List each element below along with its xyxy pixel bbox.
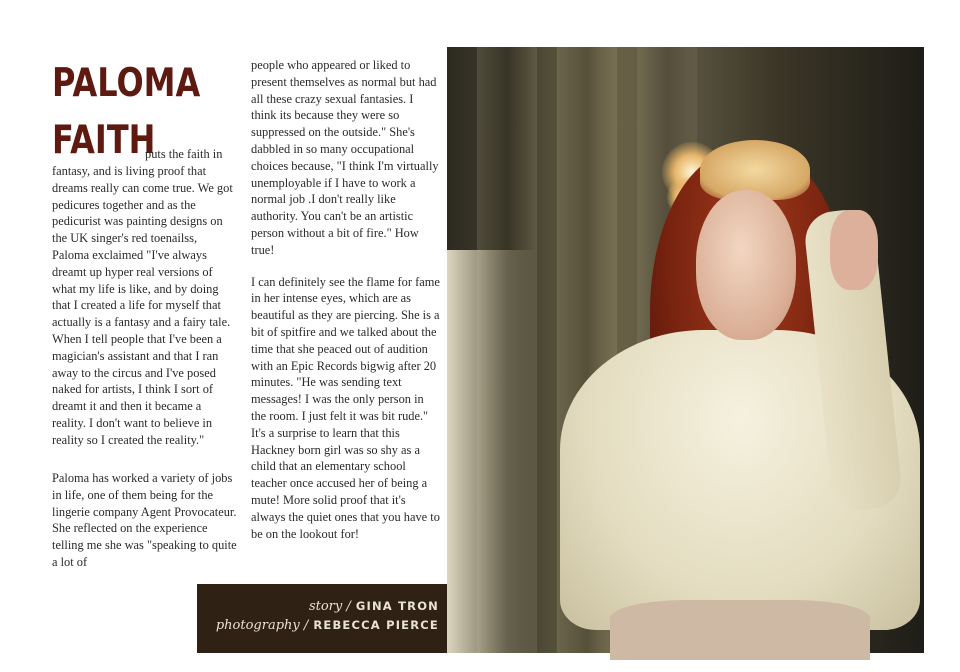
credit-photo-name: REBECCA PIERCE [313,618,439,632]
portrait-hand [830,210,878,290]
credit-photo-role: photography / [215,618,309,633]
article-title-line2: FAITH [52,118,156,163]
portrait-face [696,190,796,340]
article-title-line1: PALOMA [52,61,201,106]
portrait-foreground-shoulder [447,250,537,653]
credit-story-role: story / [308,599,351,614]
portrait-skirt [610,600,870,660]
column-2-paragraph-1: people who appeared or liked to present themselves as normal but had all these crazy sexual fantasies. I think its because they were so suppressed on the outside." She's dabbled in so many occupational choices because, "I think I'm virtually unemployable if I have to work a normal job .I don't really like authority. You can't be an artistic person without a bit of fire." How true! [251,58,439,257]
credits-box [197,584,447,653]
column-1-paragraph-1: fantasy, and is living proof that dreams really can come true. We got pedicures together and as the pedicurist was painting designs on the UK singer's red toenailss, Paloma exclaimed "I've always dreamt up hyper real versions of what my life is like, and by doing that I created a life for myself that actually is a fantasy and a fairy tale. When I tell people that I've been a magician's assistant and that I ran away to the circus and I've posed naked for artists, I think I sort of dreamt it and then it became a reality. I don't want to believe in reality so I created the reality." [52,164,233,447]
column-1-top [52,163,237,449]
credit-story [309,595,439,614]
lead-in-text: puts the faith in [145,147,223,161]
credit-photography [216,614,439,633]
column-2-paragraph-2: I can definitely see the flame for fame in her intense eyes, which are as beautiful as they are piercing. She is a bit of spitfire and we talked about the time that she peaced out of audition with an Epic Records bigwig after 20 minutes. "He was sending text messages! I was the only person in the room. I just felt it was bit rude." It's a surprise to learn that this Hackney born girl was so shy as a child that an elementary school teacher once accused her of being a mute! More solid proof that it's always the quiet ones that you have to be on the lookout for! [251,274,440,541]
column-1-bottom [52,470,237,571]
credit-story-name: GINA TRON [355,599,439,613]
column-1-paragraph-2: Paloma has worked a variety of jobs in life, one of them being for the lingerie company Agent Provocateur. She reflected on the experience telling me she was "speaking to quite a lot of [52,471,237,569]
column-2 [251,57,441,542]
